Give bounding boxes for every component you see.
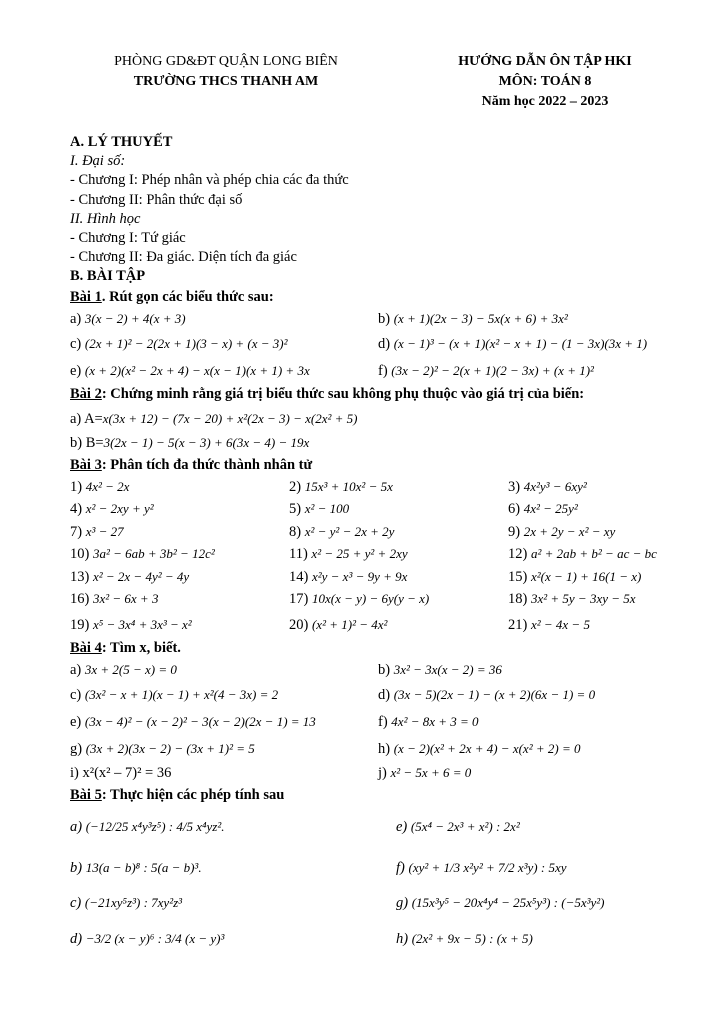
bai3-item-expr: x² − y² − 2x + 2y [304,523,395,539]
bai4-item-expr: (3x − 4)² − (x − 2)² − 3(x − 2)(2x − 1) = 13 [84,714,316,729]
bai5-item-tag: e) [396,818,408,835]
bai4-item-tag: g) [70,741,83,757]
bai5-item-tag: a) [70,818,83,835]
bai3-items [70,476,710,638]
bai5-item-tag: c) [70,894,82,911]
bai4-item-tag: j) [378,765,387,781]
subject-name: MÔN: TOÁN 8 [498,74,592,89]
bai3-item-tag: 14) [289,568,309,585]
bai3-item-tag: 8) [289,523,302,540]
bai3-item-tag: 12) [508,546,528,562]
bai4-item-expr: (3x + 2)(3x − 2) − (3x + 1)² = 5 [85,741,255,756]
bai3-item-expr: a² + 2ab + b² − ac − bc [530,546,657,561]
bai5-label: Bài 5 [70,786,102,803]
bai5-item-expr: 13(a − b)⁸ : 5(a − b)³. [85,859,202,875]
bai3-item-tag: 9) [508,523,521,540]
bai1-items [70,308,710,385]
document-title: HƯỚNG DẪN ÔN TẬP HKI [458,54,632,69]
bai1-heading [70,287,710,308]
bai2-a-expr: x(3x + 12) − (7x − 20) + x²(2x − 3) − x(2x² + 5) [102,411,358,426]
bai3-item-tag: 19) [70,616,90,633]
exercises-heading: B. BÀI TẬP [70,268,146,285]
bai5-item-tag: f) [396,859,405,876]
bai3-item-expr: x² − 4x − 5 [530,616,590,632]
bai3-item-tag: 1) [70,478,83,495]
bai3-item-expr: x²(x − 1) + 16(1 − x) [530,568,642,584]
school-header [66,52,386,92]
bai1-e-expr: (x + 2)(x² − 2x + 4) − x(x − 1)(x + 1) + 3x [84,363,310,378]
bai3-item-tag: 15) [508,568,528,585]
bai4-item-tag: e) [70,714,82,730]
bai3-item-expr: x² − 2xy + y² [85,501,154,516]
bai1-label: Bài 1 [70,288,102,305]
bai5-item-expr: (15x³y⁵ − 20x⁴y⁴ − 25x⁵y³) : (−5x³y²) [411,894,605,910]
bai4-item-expr: (3x² − x + 1)(x − 1) + x²(4 − 3x) = 2 [84,687,279,702]
bai5-title: : Thực hiện các phép tính sau [101,786,285,803]
bai5-item-expr: (xy² + 1/3 x²y² + 7/2 x³y) : 5xy [408,859,567,875]
bai3-item-tag: 2) [289,478,302,495]
bai5-item-expr: (2x² + 9x − 5) : (x + 5) [411,930,533,946]
bai3-item-expr: 4x² − 2x [85,478,130,494]
bai4-item-expr: x²(x² – 7)² = 36 [82,765,172,781]
bai2-title: : Chứng minh rằng giá trị biểu thức sau không phụ thuộc vào giá trị của biến: [101,386,585,402]
bai4-item-tag: d) [378,687,391,703]
bai1-b-expr: (x + 1)(2x − 3) − 5x(x + 6) + 3x² [393,310,568,326]
bai5-items [70,806,710,959]
bai1-a-tag: a) [70,310,82,327]
bai4-item-tag: c) [70,687,82,703]
bai1-f-tag: f) [378,363,388,379]
bai2-items [70,405,710,455]
bai3-item-expr: x⁵ − 3x⁴ + 3x³ − x² [92,616,192,632]
bai3-item-expr: x² − 25 + y² + 2xy [311,546,408,561]
bai3-item-tag: 18) [508,591,528,607]
bai1-f-expr: (3x − 2)² − 2(x + 1)(2 − 3x) + (x + 1)² [391,363,594,378]
bai4-item-tag: f) [378,714,388,730]
school-name: TRƯỜNG THCS THANH AM [133,74,319,89]
document-body [70,133,710,959]
district-name: PHÒNG GD&ĐT QUẬN LONG BIÊN [114,54,338,69]
bai3-item-tag: 4) [70,501,83,517]
bai3-title: : Phân tích đa thức thành nhân tử [101,456,313,473]
bai3-item-expr: 3a² − 6ab + 3b² − 12c² [92,546,215,561]
bai3-item-tag: 13) [70,568,90,585]
bai5-item-expr: (−21xy⁵z³) : 7xy²z³ [84,894,183,910]
bai3-item-tag: 17) [289,591,309,607]
bai2-b-expr: 3(2x − 1) − 5(x − 3) + 6(3x − 4) − 19x [103,435,310,450]
bai1-d-tag: d) [378,336,391,352]
bai5-heading [70,785,710,806]
bai5-item-expr: (5x⁴ − 2x³ + x²) : 2x² [410,818,520,834]
bai4-item-expr: x² − 5x + 6 = 0 [390,765,472,780]
theory-heading: A. LÝ THUYẾT [70,134,173,150]
bai4-item-expr: 3x² − 3x(x − 2) = 36 [393,661,502,677]
bai3-item-tag: 3) [508,478,521,495]
bai1-c-tag: c) [70,336,82,352]
school-year: Năm học 2022 – 2023 [481,94,609,109]
bai3-item-tag: 16) [70,591,90,607]
document-header [410,52,680,112]
bai3-heading [70,455,710,476]
bai3-item-tag: 5) [289,501,302,517]
bai3-item-expr: 3x² + 5y − 3xy − 5x [530,591,636,606]
bai1-d-expr: (x − 1)³ − (x + 1)(x² − x + 1) − (1 − 3x)(3x + 1) [393,336,648,351]
bai5-item-tag: h) [396,930,409,947]
bai2-a-tag: a) A= [70,411,103,427]
bai3-item-expr: 2x + 2y − x² − xy [523,523,616,539]
geometry-chapter-2: - Chương II: Đa giác. Diện tích đa giác [70,249,297,266]
bai4-item-expr: 4x² − 8x + 3 = 0 [391,714,479,729]
bai4-item-tag: i) [70,765,79,781]
bai3-item-expr: 15x³ + 10x² − 5x [304,478,393,494]
bai2-b-tag: b) B= [70,435,104,451]
bai2-heading [70,384,710,405]
bai3-item-expr: (x² + 1)² − 4x² [311,616,388,632]
bai5-item-tag: b) [70,859,83,876]
bai5-item-expr: (−12/25 x⁴y³z⁵) : 4/5 x⁴yz². [85,818,225,834]
bai3-item-tag: 21) [508,616,528,633]
bai3-item-tag: 11) [289,546,308,562]
bai3-label: Bài 3 [70,456,102,473]
bai4-item-tag: h) [378,741,391,757]
bai1-e-tag: e) [70,363,82,379]
bai4-items [70,659,710,785]
bai4-item-expr: (3x − 5)(2x − 1) − (x + 2)(6x − 1) = 0 [393,687,596,702]
bai3-item-expr: 10x(x − y) − 6y(y − x) [311,591,430,606]
bai3-item-expr: x²y − x³ − 9y + 9x [311,568,408,584]
bai3-item-expr: x² − 2x − 4y² − 4y [92,568,190,584]
bai4-label: Bài 4 [70,639,102,656]
bai3-item-expr: 3x² − 6x + 3 [92,591,159,606]
bai1-b-tag: b) [378,310,391,327]
bai4-item-expr: (x − 2)(x² + 2x + 4) − x(x² + 2) = 0 [393,741,581,756]
bai1-c-expr: (2x + 1)² − 2(2x + 1)(3 − x) + (x − 3)² [84,336,288,351]
bai3-item-tag: 6) [508,501,521,517]
bai4-item-tag: a) [70,661,82,678]
bai3-item-tag: 20) [289,616,309,633]
algebra-heading: I. Đại số: [70,153,126,170]
algebra-chapter-1: - Chương I: Phép nhân và phép chia các đa thức [70,172,349,189]
bai4-item-tag: b) [378,661,391,678]
bai4-title: : Tìm x, biết. [101,639,181,656]
bai3-item-tag: 7) [70,523,83,540]
bai4-heading [70,638,710,659]
algebra-chapter-2: - Chương II: Phân thức đại số [70,191,243,208]
bai3-item-tag: 10) [70,546,90,562]
bai5-item-tag: g) [396,894,409,911]
geometry-chapter-1: - Chương I: Tứ giác [70,229,186,246]
bai4-item-expr: 3x + 2(5 − x) = 0 [84,661,177,677]
bai2-label: Bài 2 [70,386,102,402]
bai3-item-expr: 4x²y³ − 6xy² [523,478,587,494]
bai3-item-expr: 4x² − 25y² [523,501,578,516]
bai3-item-expr: x² − 100 [304,501,350,516]
geometry-heading: II. Hình học [70,210,141,227]
bai1-a-expr: 3(x − 2) + 4(x + 3) [84,310,186,326]
bai1-title: . Rút gọn các biểu thức sau: [101,288,274,305]
bai3-item-expr: x³ − 27 [85,523,124,539]
bai5-item-tag: d) [70,930,83,947]
bai5-item-expr: −3/2 (x − y)⁶ : 3/4 (x − y)³ [85,930,225,946]
